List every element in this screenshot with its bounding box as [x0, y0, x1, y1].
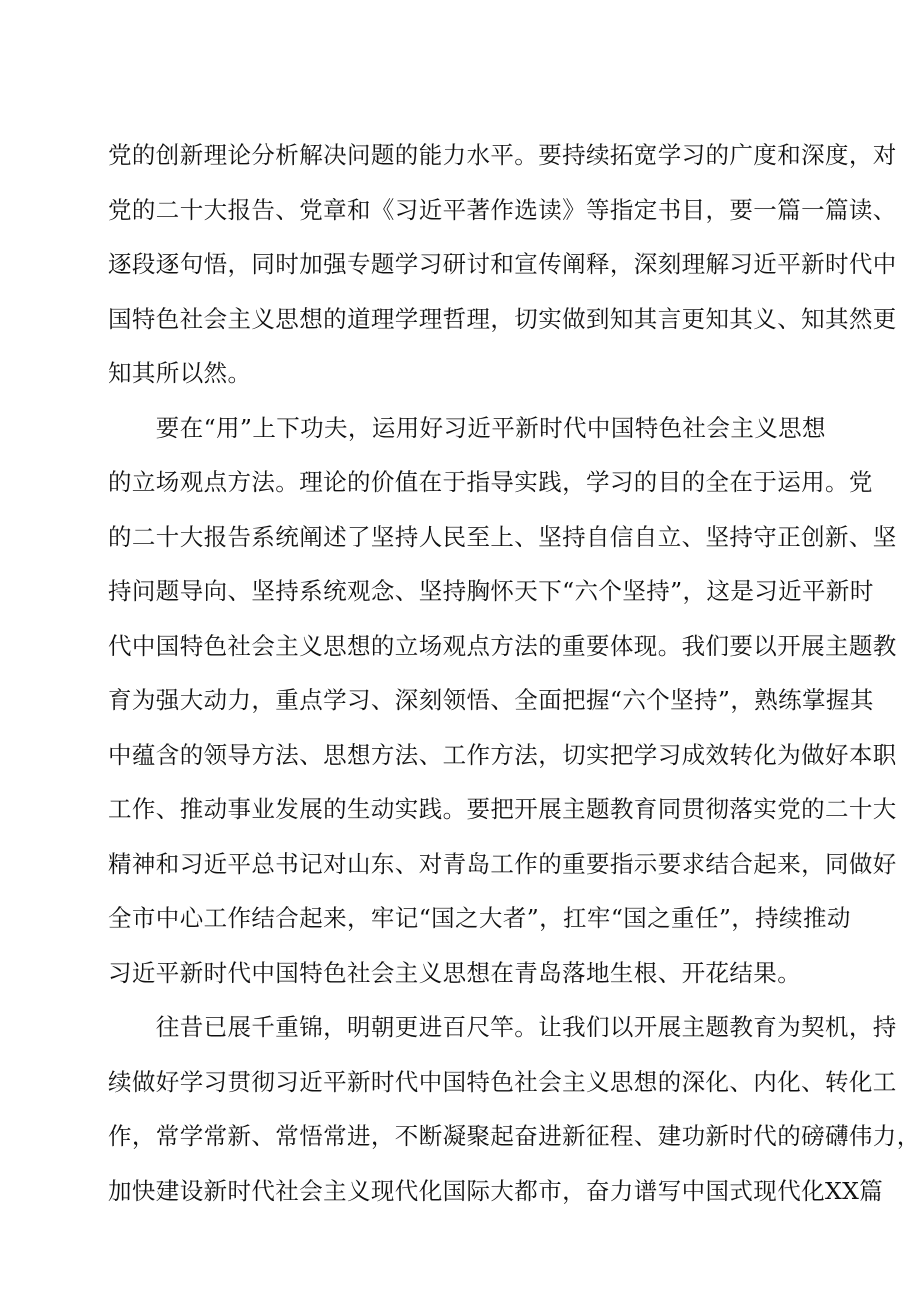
- document-body: [108, 128, 921, 1218]
- text-line: 续做好学习贯彻习近平新时代中国特色社会主义思想的深化、内化、转化工: [108, 1067, 897, 1096]
- text-line: 育为强大动力，重点学习、深刻领悟、全面把握“六个坚持”，熟练掌握其: [108, 686, 874, 714]
- text-line: 的二十大报告系统阐述了坚持人民至上、坚持自信自立、坚持守正创新、坚: [108, 522, 897, 551]
- text-line: 往昔已展千重锦，明朝更进百尺竿。让我们以开展主题教育为契机，持: [108, 1013, 897, 1041]
- text-line: 习近平新时代中国特色社会主义思想在青岛落地生根、开花结果。: [108, 958, 802, 987]
- paragraph-3: [108, 1000, 921, 1218]
- text-line: 精神和习近平总书记对山东、对青岛工作的重要指示要求结合起来，同做好: [108, 849, 897, 878]
- text-line: 代中国特色社会主义思想的立场观点方法的重要体现。我们要以开展主题教: [108, 631, 897, 660]
- text-line: 要在“用”上下功夫，运用好习近平新时代中国特色社会主义思想: [108, 413, 826, 442]
- text-line: 的立场观点方法。理论的价值在于指导实践，学习的目的全在于运用。党: [108, 468, 873, 496]
- text-line: 工作、推动事业发展的生动实践。要把开展主题教育同贯彻落实党的二十大: [108, 795, 897, 823]
- text-line: 逐段逐句悟，同时加强专题学习研讨和宣传阐释，深刻理解习近平新时代中: [108, 250, 897, 278]
- paragraph-2: [108, 401, 897, 1001]
- paragraph-1: [108, 128, 897, 401]
- text-line: 国特色社会主义思想的道理学理哲理，切实做到知其言更知其义、知其然更: [108, 304, 897, 333]
- text-line: 中蕴含的领导方法、思想方法、工作方法，切实把学习成效转化为做好本职: [108, 740, 897, 769]
- text-line: 知其所以然。: [108, 359, 252, 387]
- text-line: 全市中心工作结合起来，牢记“国之大者”，扛牢“国之重任”，持续推动: [108, 904, 851, 932]
- text-line: 党的二十大报告、党章和《习近平著作选读》等指定书目，要一篇一篇读、: [108, 195, 897, 224]
- text-line: 作，常学常新、常悟常进，不断凝聚起奋进新征程、建功新时代的磅礴伟力，: [108, 1122, 921, 1150]
- text-line: 持问题导向、坚持系统观念、坚持胸怀天下“六个坚持”，这是习近平新时: [108, 577, 874, 605]
- text-line: 党的创新理论分析解决问题的能力水平。要持续拓宽学习的广度和深度，对: [108, 141, 897, 169]
- text-line: 加快建设新时代社会主义现代化国际大都市，奋力谱写中国式现代化XX篇: [108, 1176, 884, 1205]
